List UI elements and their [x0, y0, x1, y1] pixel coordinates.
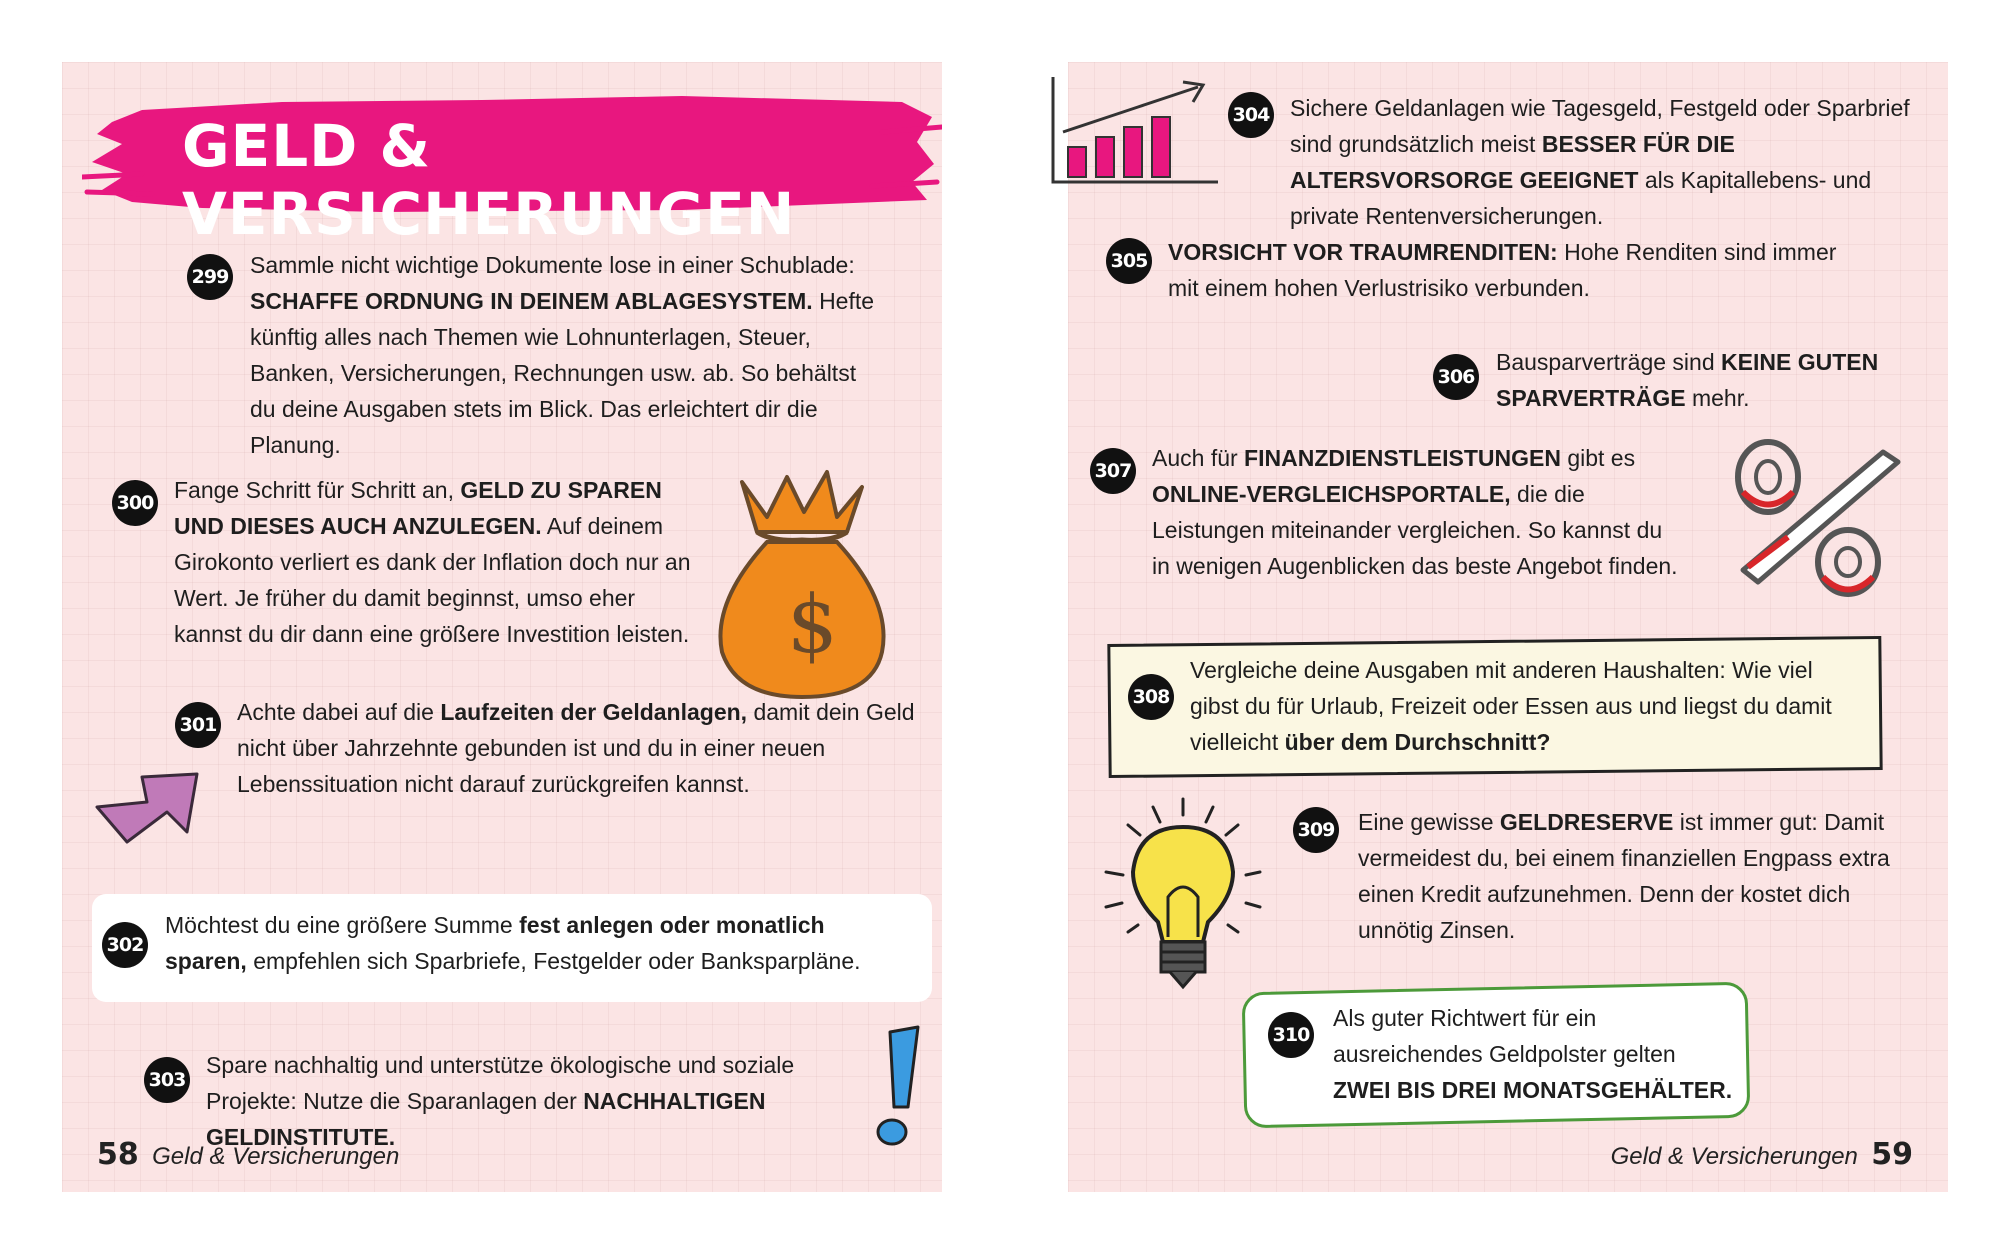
arrow-icon [92, 762, 202, 852]
svg-text:$: $ [787, 578, 838, 671]
tip-bold: KEINE GUTEN SPARVERTRÄGE [1496, 349, 1879, 411]
tip-bold: über dem Durchschnitt? [1284, 729, 1551, 755]
tip-number: 303 [144, 1057, 190, 1103]
tip-299: Sammle nicht wichtige Dokumente lose in einer Schublade: SCHAFFE ORDNUNG IN DEINEM ABLAGESYSTEM. Hefte künftig alles nach Themen wie Lohnunterlagen, Steuer, Banken, Versicherungen, Rechnungen usw. ab. So behältst du deine Ausgaben stets im Blick. Das erleichtert dir die Planung. [250, 252, 875, 458]
tip-number: 305 [1106, 238, 1152, 284]
footer-section: Geld & Versicherungen [1610, 1143, 1858, 1170]
lightbulb-icon [1098, 797, 1268, 997]
tip-number: 301 [175, 702, 221, 748]
tip-number: 306 [1433, 354, 1479, 400]
page-title: GELD & VERSICHERUNGEN [182, 112, 796, 248]
tip-bold: ONLINE-VERGLEICHSPORTALE, [1152, 481, 1511, 507]
page-number: 59 [1871, 1137, 1913, 1172]
tip-302: Möchtest du eine größere Summe fest anlegen oder monatlich sparen, empfehlen sich Sparbriefe, Festgelder oder Banksparpläne. [165, 912, 861, 974]
tip-305: VORSICHT VOR TRAUMRENDITEN: Hohe Renditen sind immer mit einem hohen Verlustrisiko verbunden. [1168, 239, 1837, 301]
tip-bold: GELDRESERVE [1499, 809, 1674, 835]
tip-301: Achte dabei auf die Laufzeiten der Geldanlagen, damit dein Geld nicht über Jahrzehnte gebunden ist und du in einer neuen Lebenssituation nicht darauf zurückgreifen kannst. [237, 699, 915, 797]
tip-bold: BESSER FÜR DIE ALTERSVORSORGE GEEIGNET [1290, 131, 1735, 193]
page-footer-left [97, 1137, 399, 1172]
bar-chart-icon [1048, 72, 1228, 192]
tip-number: 304 [1228, 92, 1274, 138]
exclamation-icon [870, 1022, 930, 1152]
tip-306: Bausparverträge sind KEINE GUTEN SPARVERTRÄGE mehr. [1496, 349, 1879, 411]
tip-303: Spare nachhaltig und unterstütze ökologische und soziale Projekte: Nutze die Sparanlagen der NACHHALTIGEN GELDINSTITUTE. [206, 1052, 795, 1150]
tip-number: 308 [1128, 674, 1174, 720]
tip-310: Als guter Richtwert für ein ausreichendes Geldpolster gelten ZWEI BIS DREI MONATSGEHÄLTER. [1333, 1005, 1733, 1103]
footer-section: Geld & Versicherungen [152, 1143, 400, 1170]
tip-number: 302 [102, 922, 148, 968]
percent-icon [1728, 432, 1908, 612]
tip-number: 310 [1268, 1012, 1314, 1058]
tip-number: 309 [1293, 807, 1339, 853]
tip-number: 300 [112, 480, 158, 526]
tip-bold: SCHAFFE ORDNUNG IN DEINEM ABLAGESYSTEM. [250, 288, 813, 314]
tip-number: 299 [187, 254, 233, 300]
tip-bold: VORSICHT VOR TRAUMRENDITEN: [1168, 239, 1558, 265]
tip-bold: Laufzeiten der Geldanlagen, [440, 699, 748, 725]
tip-304: Sichere Geldanlagen wie Tagesgeld, Festgeld oder Sparbrief sind grundsätzlich meist BESSER FÜR DIE ALTERSVORSORGE GEEIGNET als Kapitallebens- und private Rentenversicherungen. [1290, 95, 1910, 229]
tip-bold: fest anlegen oder monatlich sparen, [165, 912, 825, 974]
left-page [62, 62, 942, 1192]
tip-bold: FINANZDIENSTLEISTUNGEN [1244, 445, 1561, 471]
tip-307: Auch für FINANZDIENSTLEISTUNGEN gibt es ONLINE-VERGLEICHSPORTALE, die die Leistungen miteinander vergleichen. So kannst du in wenigen Augenblicken das beste Angebot finden. [1152, 445, 1678, 579]
page-footer-right [1611, 1137, 1913, 1172]
tip-bold: GELD ZU SPAREN UND DIESES AUCH ANZULEGEN. [174, 477, 662, 539]
tip-300: Fange Schritt für Schritt an, GELD ZU SPAREN UND DIESES AUCH ANZULEGEN. Auf deinem Girokonto verliert es dank der Inflation doch nur an Wert. Je früher du damit beginnst, umso eher kannst du dir dann eine größere Investition leisten. [174, 477, 691, 647]
tip-309: Eine gewisse GELDRESERVE ist immer gut: Damit vermeidest du, bei einem finanziellen Engpass extra einen Kredit aufzunehmen. Denn der kostet dich unnötig Zinsen. [1358, 809, 1890, 943]
tip-bold: ZWEI BIS DREI MONATSGEHÄLTER. [1333, 1077, 1733, 1103]
tip-bold: NACHHALTIGEN GELDINSTITUTE. [206, 1088, 766, 1150]
money-bag-icon [712, 462, 892, 702]
tip-number: 307 [1090, 448, 1136, 494]
page-number: 58 [97, 1137, 139, 1172]
right-page [1068, 62, 1948, 1192]
tip-308: Vergleiche deine Ausgaben mit anderen Haushalten: Wie viel gibst du für Urlaub, Freizeit oder Essen aus und liegst du damit vielleicht über dem Durchschnitt? [1190, 657, 1832, 755]
